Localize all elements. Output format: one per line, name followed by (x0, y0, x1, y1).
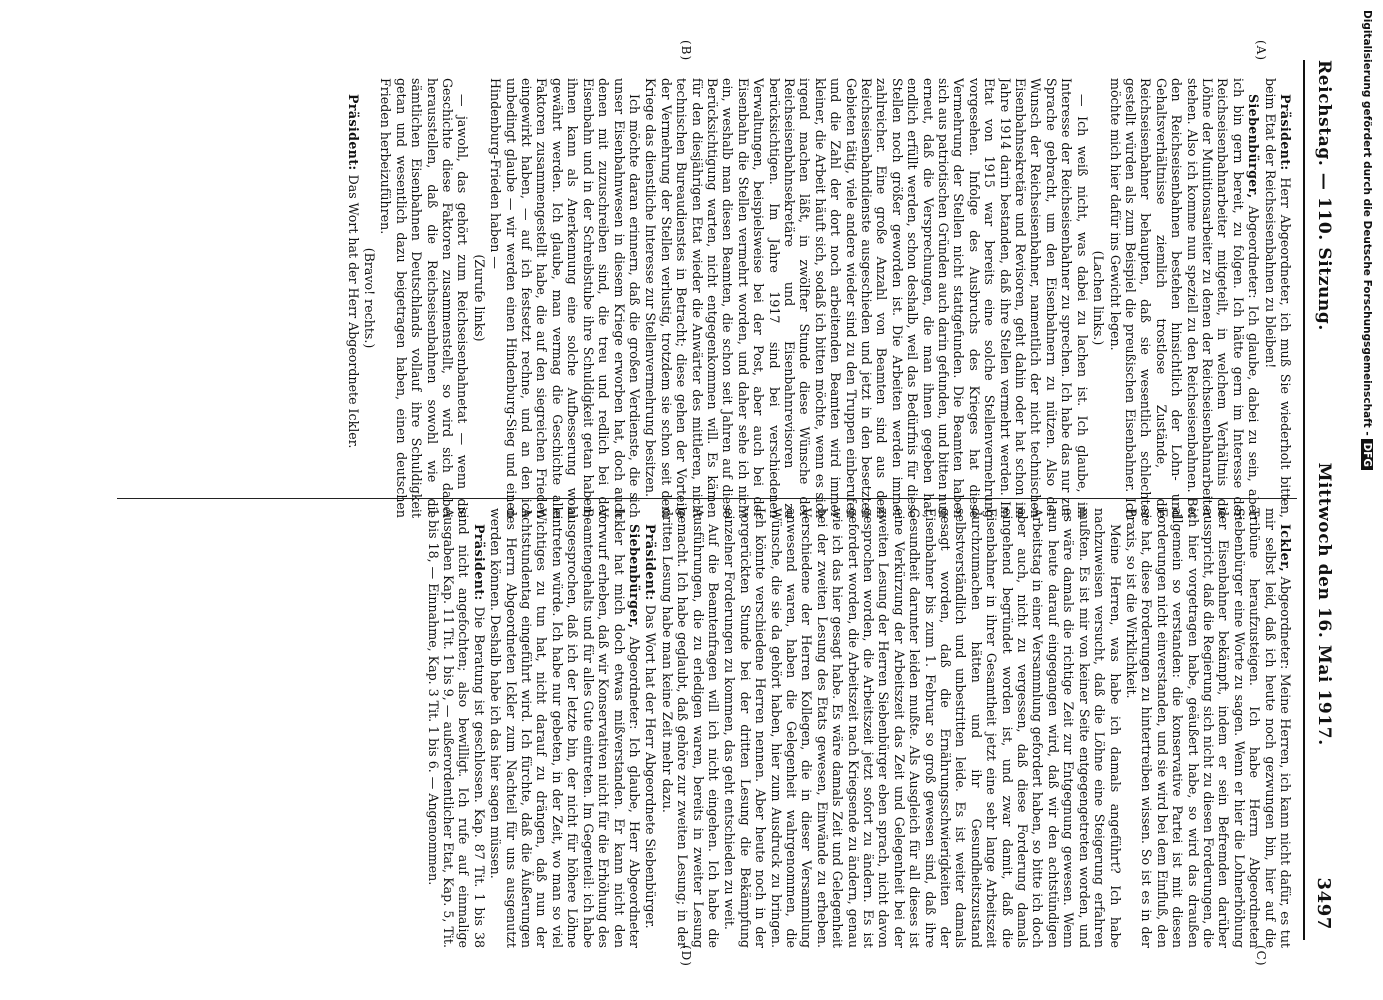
header-session: Reichstag. — 110. Sitzung. (1314, 60, 1334, 331)
dfg-logo: DFG (1361, 439, 1373, 470)
interjection: (Zurufe links) (471, 254, 487, 342)
speaker-name: Siebenbürger, (626, 524, 642, 629)
speaker-name: Präsident: (345, 94, 361, 171)
paragraph (488, 508, 642, 948)
paragraph (425, 508, 487, 948)
digitization-credit (1359, 10, 1375, 990)
column-divider (117, 498, 1297, 499)
interjection: (Bravo! rechts.) (362, 247, 378, 349)
paragraph-text: — jawohl, das gehört zum Reichseisenbahnetat — wenn die Geschichte diese Faktoren zusammenstellt, so wird sich dabei herausstellen, daß die Reichseisenbahnen sowohl wie die sämtlichen Eisenbahnen Deutschlands vollauf ihre Schuldigkeit getan und wesentlich dazu beigetragen haben, einen deutschen Frieden herbeizuführen. (378, 78, 471, 518)
speaker-name: Siebenbürger, (1246, 94, 1262, 199)
paragraph (1107, 78, 1261, 518)
paragraph-text: — Ich weiß nicht, was dabei zu lachen ist. Ich glaube, im Interesse der Reichseisenbahner zu sprechen. Ich habe das nur zur Sprache gebracht, um den Eisenbahnern zu nützen. Also der Wunsch der Reichseisenbahner, namentlich der nicht technischen Eisenbahnsekretäre und Revisoren, geht dahin oder hat schon im Jahre 1914 darin bestanden, daß ihre Stellen vermehrt werden. Im Etat von 1915 war bereits eine solche Stellenvermehrung vorgesehen. Infolge des Ausbruchs des Krieges hat diese Vermehrung der Stellen nicht stattgefunden. Die Beamten haben sich aus patriotischen Gründen auch darin gefunden, und bitten nun erneut, daß die Versprechungen, die man ihnen gegeben hat, endlich erfüllt werden, schon deshalb, weil das Bedürfnis für diese Stellen noch größer geworden ist. Die Arbeiten werden immer zahlreicher. Eine große Anzahl von Beamten sind aus dem Reichseisenbahndienste ausgeschieden und jetzt in den besetzten Gebieten tätig, viele andere wieder sind zu den Truppen einberufen und die Zahl der dort noch arbeitenden Beamten wird immer kleiner, die Arbeit häuft sich, sodaß ich bitten möchte, wenn es sich irgend machen läßt, in zwölfter Stunde diese Wünsche der Reichseisenbahnsekretäre und Eisenbahnrevisoren zu berücksichtigen. Im Jahre 1917 sind bei verschiedenen Verwaltungen, beispielsweise bei der Post, aber auch bei der Eisenbahn die Stellen vermehrt worden, und daher sehe ich nicht ein, weshalb man diesen Beamten, die schon seit Jahren auf diese Berücksichtigung warten, nicht entgegenkommen will. Es kämen für den diesjährigen Etat wieder die Anwärter des mittleren, nicht technischen Bureaudienstes in Betracht; diese gehen der Vorteile der Vermehrung der Stellen verlustig, trotzdem sie schon seit dem Kriege das dienstliche Interesse zur Stellenvermehrung besitzen. (643, 78, 1090, 518)
margin-mark-a: (A) (1254, 40, 1268, 62)
paragraph-text: Abgeordneter: Ich glaube, dabei zu sein, aber ich bin gern bereit, zu folgen. Ich hätte gern im Interesse der Reichseisenbahnarbeiter mitgeteilt, in welchem Verhältnis die Löhne der Munitionsarbeiter zu denen der Reichseisenbahnarbeiter stehen. Also ich komme nun speziell zu den Reichseisenbahnen. Bei den Reichseisenbahnen bestehen hinsichtlich der Lohn- und Gehaltsverhältnisse ziemlich trostlose Zustände, die Reichseisenbahner behaupten, daß sie wesentlich schlechter gestellt würden als zum Beispiel die preußischen Eisenbahner. Ich möchte mich hier dafür ins Gewicht legen. (1107, 78, 1262, 518)
credit-line (1359, 10, 1375, 990)
header-rule (1303, 60, 1305, 940)
paragraph-text: Ich möchte daran erinnern, daß die großen Verdienste, die sich unser Eisenbahnwesen in diesem Kriege erworben hat, doch auch denen mit zuzuschreiben sind, die treu und redlich bei der Eisenbahn und in der Schreibstube ihre Schuldigkeit getan haben; ihnen kann als Anerkennung eine solche Aufbesserung wohl gewährt werden. Ich glaube, man vermag die Geschichte alle Faktoren zusammengestellt habe, die auf den siegreichen Frieden eingewirkt haben, — auf ich festsetzt rechne, und an den ich unbedingt glaube — wir werden einen Hindenburg-Sieg und einen Hindenburg-Frieden haben — (488, 78, 642, 518)
interjection: (Lachen links.) (1091, 250, 1107, 346)
paragraph (1124, 508, 1293, 948)
paragraph (345, 78, 360, 518)
paragraph-text: Das Wort hat der Herr Abgeordnete Siebenbürger. (643, 604, 659, 929)
paragraph (1262, 78, 1293, 518)
speaker-name: Ickler, (1278, 524, 1293, 572)
speaker-name: Präsident: (471, 524, 487, 601)
paragraph-text: Auf die Beamtenfragen will ich nicht eingehen. Ich habe die Ausführungen, die zu erledigen waren, bereits in zweiter Lesung gemacht. Ich habe geglaubt, daß gehöre zur zweiten Lesung; in der dritten Lesung habe man keine Zeit mehr dazu. (659, 508, 721, 948)
page-number: 3497 (1313, 877, 1335, 930)
paragraph (643, 508, 658, 948)
margin-mark-c: (C) (1254, 945, 1268, 967)
margin-mark-d: (D) (679, 945, 693, 967)
paragraph-text: Meine Herren, was habe ich damals angeführt? Ich habe nachzuweisen versucht, daß die Löhne eine Steigerung erfahren mußten. Es ist mir von keiner Seite entgegengetreten worden, und es wäre damals die richtige Zeit zur Entgegnung gewesen. Wenn nun heute darauf eingegangen wird, daß wir den achtstündigen Arbeitstag in einer Versammlung gefordert haben, so bitte ich doch aber auch, nicht zu vergessen, daß diese Forderung damals eingehend begründet worden ist, und zwar damit, daß die Eisenbahner in ihrer Gesamtheit jetzt eine sehr lange Arbeitszeit durchzumachen hätten und ihr Gesundheitszustand selbstverständlich und unbestritten leide. Es ist weiter damals gesagt worden, daß die Ernährungsschwierigkeiten der Eisenbahner bis zum 1. Februar so groß gewesen sind, daß ihre Gesundheit darunter leiden mußte. Als Ausgleich für all dieses ist eine Verkürzung der Arbeitszeit das Zeit und Gelegenheit bei der zweiten Lesung der Herren Siebenbürger eben sprach, nicht davon gesprochen worden, die Arbeitszeit jetzt sofort zu ändern. Es ist gefordert worden, die Arbeitszeit nach Kriegsende zu ändern, genau wie ich das hier gesagt habe. Es wäre damals Zeit und Gelegenheit bei der zweiten Lesung des Etats gewesen, Einwände zu erheben. Verschiedene der Herren Kollegen, die in dieser Versammlung anwesend waren, haben die Gelegenheit wahrgenommen, die Wünsche, die sie da gehört haben, hier zum Ausdruck zu bringen. Ich könnte verschiedene Herren nennen. Aber heute noch in der vorgerückten Stunde bei der dritten Lesung die Bekämpfung einzelner Forderungen zu kommen, das geht entschieden zu weit. (722, 508, 1123, 948)
paragraph-text: Abgeordneter: Meine Herren, ich kann nicht dafür, es tut mir selbst leid, daß ich heute noch gezwungen bin, hier auf die Tribüne heraufzusteigen. Ich habe Herrn Abgeordneten Siebenbürger eine Worte zu sagen. Wenn er hier die Lohnerhöhung der Eisenbahner bekämpft, indem er sein Befremden darüber ausspricht, daß die Regierung sich nicht zu diesen Forderungen, die ich hier vorgetragen habe, geäußert habe, so wird das draußen allgemein so verstanden: die konservative Partei ist mit diesen Forderungen nicht einverstanden, und sie wird bei dem Einfluß, den sie hat, diese Forderungen zu hintertreiben wissen. So ist es in der Praxis, so ist die Wirklichkeit. (1123, 508, 1293, 948)
paragraph-text: Die Beratung ist geschlossen. Kap. 87 Tit. 1 bis 38 sind nicht angefochten; also bewilligt. Ich rufe auf einmalige Ausgaben Kap. 11 Tit. 1 bis 9, — außerordentlicher Etat, Kap. 5, Tit. 1 bis 18, — Einnahme, Kap. 3 Tit. 1 bis 6. — Angenommen. (425, 508, 487, 948)
speaker-name: Präsident: (643, 524, 659, 601)
paragraph-text: Das Wort hat der Herr Abgeordnete Ickler. (345, 174, 361, 449)
margin-mark-b: (B) (679, 40, 693, 62)
left-column (123, 78, 1293, 518)
right-column (123, 508, 1293, 948)
paragraph-text: Herr Abgeordneter, ich muß Sie wiederholt bitten, beim Etat der Reichseisenbahnen zu bleiben! (1262, 78, 1293, 518)
paragraph-text: Abgeordneter: Ich glaube, Herr Abgeordneter Ickler hat mich doch etwas mißverstanden. Er kann nicht den Vorwurf erheben, daß wir Konservativen nicht für die Erhöhung des Beamtengehalts und für alles Gute eintreten. Im Gegenteil: ich habe ausgesprochen, daß ich der letzte bin, der nicht für höhere Löhne eintreten würde. Ich habe nur gebeten, in der Zeit, wo man so viel Wichtiges zu tun hat, nicht darauf zu drängen, daß nun der Achtstundentag eingeführt wird. Ich fürchte, daß die Äußerungen des Herrn Abgeordneten Ickler zum Nachteil für uns ausgenutzt werden können. Deshalb habe ich das hier sagen müssen. (488, 508, 642, 948)
credit-text: Digitalisierung gefördert durch die Deutsche Forschungsgemeinschaft - (1361, 10, 1373, 436)
speaker-name: Präsident: (1278, 94, 1293, 171)
header-date: Mittwoch den 16. Mai 1917. (1314, 462, 1334, 746)
page-header (1311, 60, 1337, 930)
